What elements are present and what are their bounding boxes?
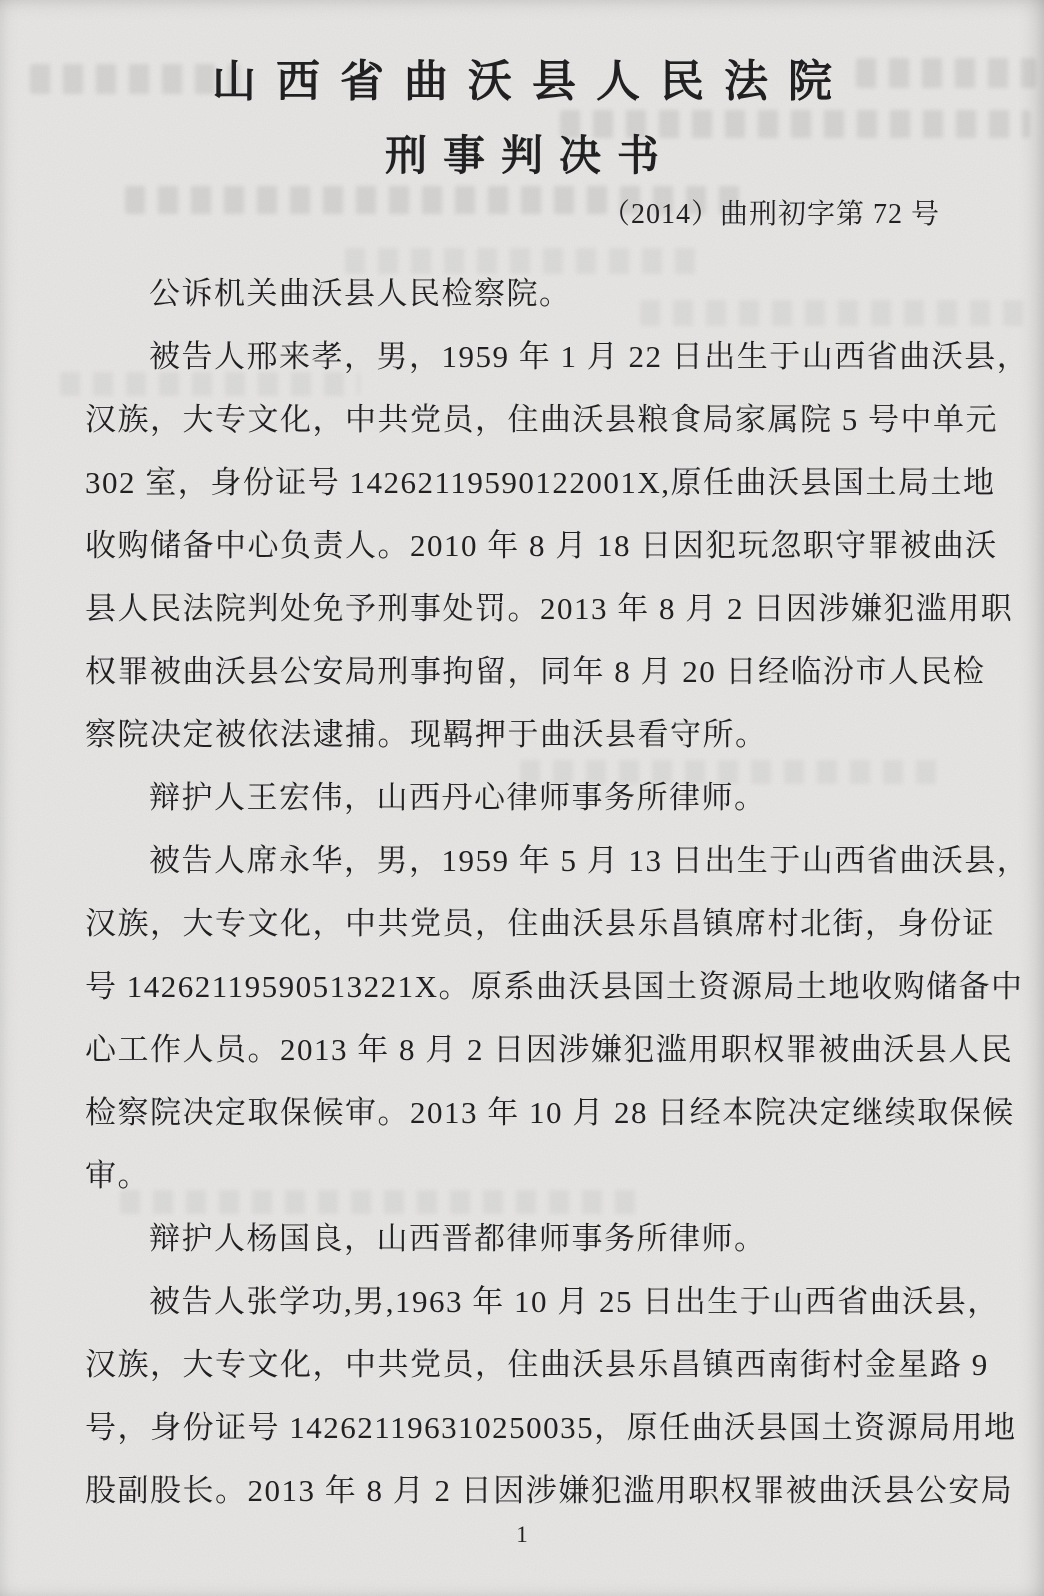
body-line: 检察院决定取保候审。2013 年 10 月 28 日经本院决定继续取保候 xyxy=(85,1095,1015,1130)
judgment-body xyxy=(0,262,1044,1522)
body-line: 心工作人员。2013 年 8 月 2 日因涉嫌犯滥用职权罪被曲沃县人民 xyxy=(85,1032,1014,1067)
body-line: 权罪被曲沃县公安局刑事拘留，同年 8 月 20 日经临汾市人民检 xyxy=(85,654,986,689)
body-line: 被告人席永华，男，1959 年 5 月 13 日出生于山西省曲沃县， xyxy=(149,843,1030,878)
body-line: 审。 xyxy=(85,1158,150,1193)
body-line: 302 室，身份证号 14262119590122001X,原任曲沃县国土局土地 xyxy=(85,465,996,500)
body-line: 被告人邢来孝，男，1959 年 1 月 22 日出生于山西省曲沃县， xyxy=(149,339,1030,374)
case-number: （2014）曲刑初字第 72 号 xyxy=(601,199,940,230)
body-line: 号 14262119590513221X。原系曲沃县国土资源局土地收购储备中 xyxy=(85,969,1024,1004)
page-number: 1 xyxy=(516,1522,528,1547)
body-line: 公诉机关曲沃县人民检察院。 xyxy=(149,276,572,311)
page-title-court-name: 山西省曲沃县人民法院 xyxy=(212,57,852,106)
document-type-title: 刑事判决书 xyxy=(384,134,675,180)
body-line: 汉族，大专文化，中共党员，住曲沃县乐昌镇西南街村金星路 9 xyxy=(85,1347,989,1382)
body-line: 县人民法院判处免予刑事处罚。2013 年 8 月 2 日因涉嫌犯滥用职 xyxy=(85,591,1014,626)
body-line: 辩护人王宏伟，山西丹心律师事务所律师。 xyxy=(149,780,767,815)
body-line: 辩护人杨国良，山西晋都律师事务所律师。 xyxy=(149,1221,767,1256)
body-line: 号，身份证号 142621196310250035，原任曲沃县国土资源局用地 xyxy=(85,1410,1017,1445)
body-line: 汉族，大专文化，中共党员，住曲沃县乐昌镇席村北街，身份证 xyxy=(85,906,995,941)
body-line: 汉族，大专文化，中共党员，住曲沃县粮食局家属院 5 号中单元 xyxy=(85,402,998,437)
body-line: 被告人张学功,男,1963 年 10 月 25 日出生于山西省曲沃县， xyxy=(149,1284,1000,1319)
body-line: 察院决定被依法逮捕。现羁押于曲沃县看守所。 xyxy=(85,717,768,752)
body-line: 股副股长。2013 年 8 月 2 日因涉嫌犯滥用职权罪被曲沃县公安局 xyxy=(85,1473,1014,1508)
body-line: 收购储备中心负责人。2010 年 8 月 18 日因犯玩忽职守罪被曲沃 xyxy=(85,528,998,563)
